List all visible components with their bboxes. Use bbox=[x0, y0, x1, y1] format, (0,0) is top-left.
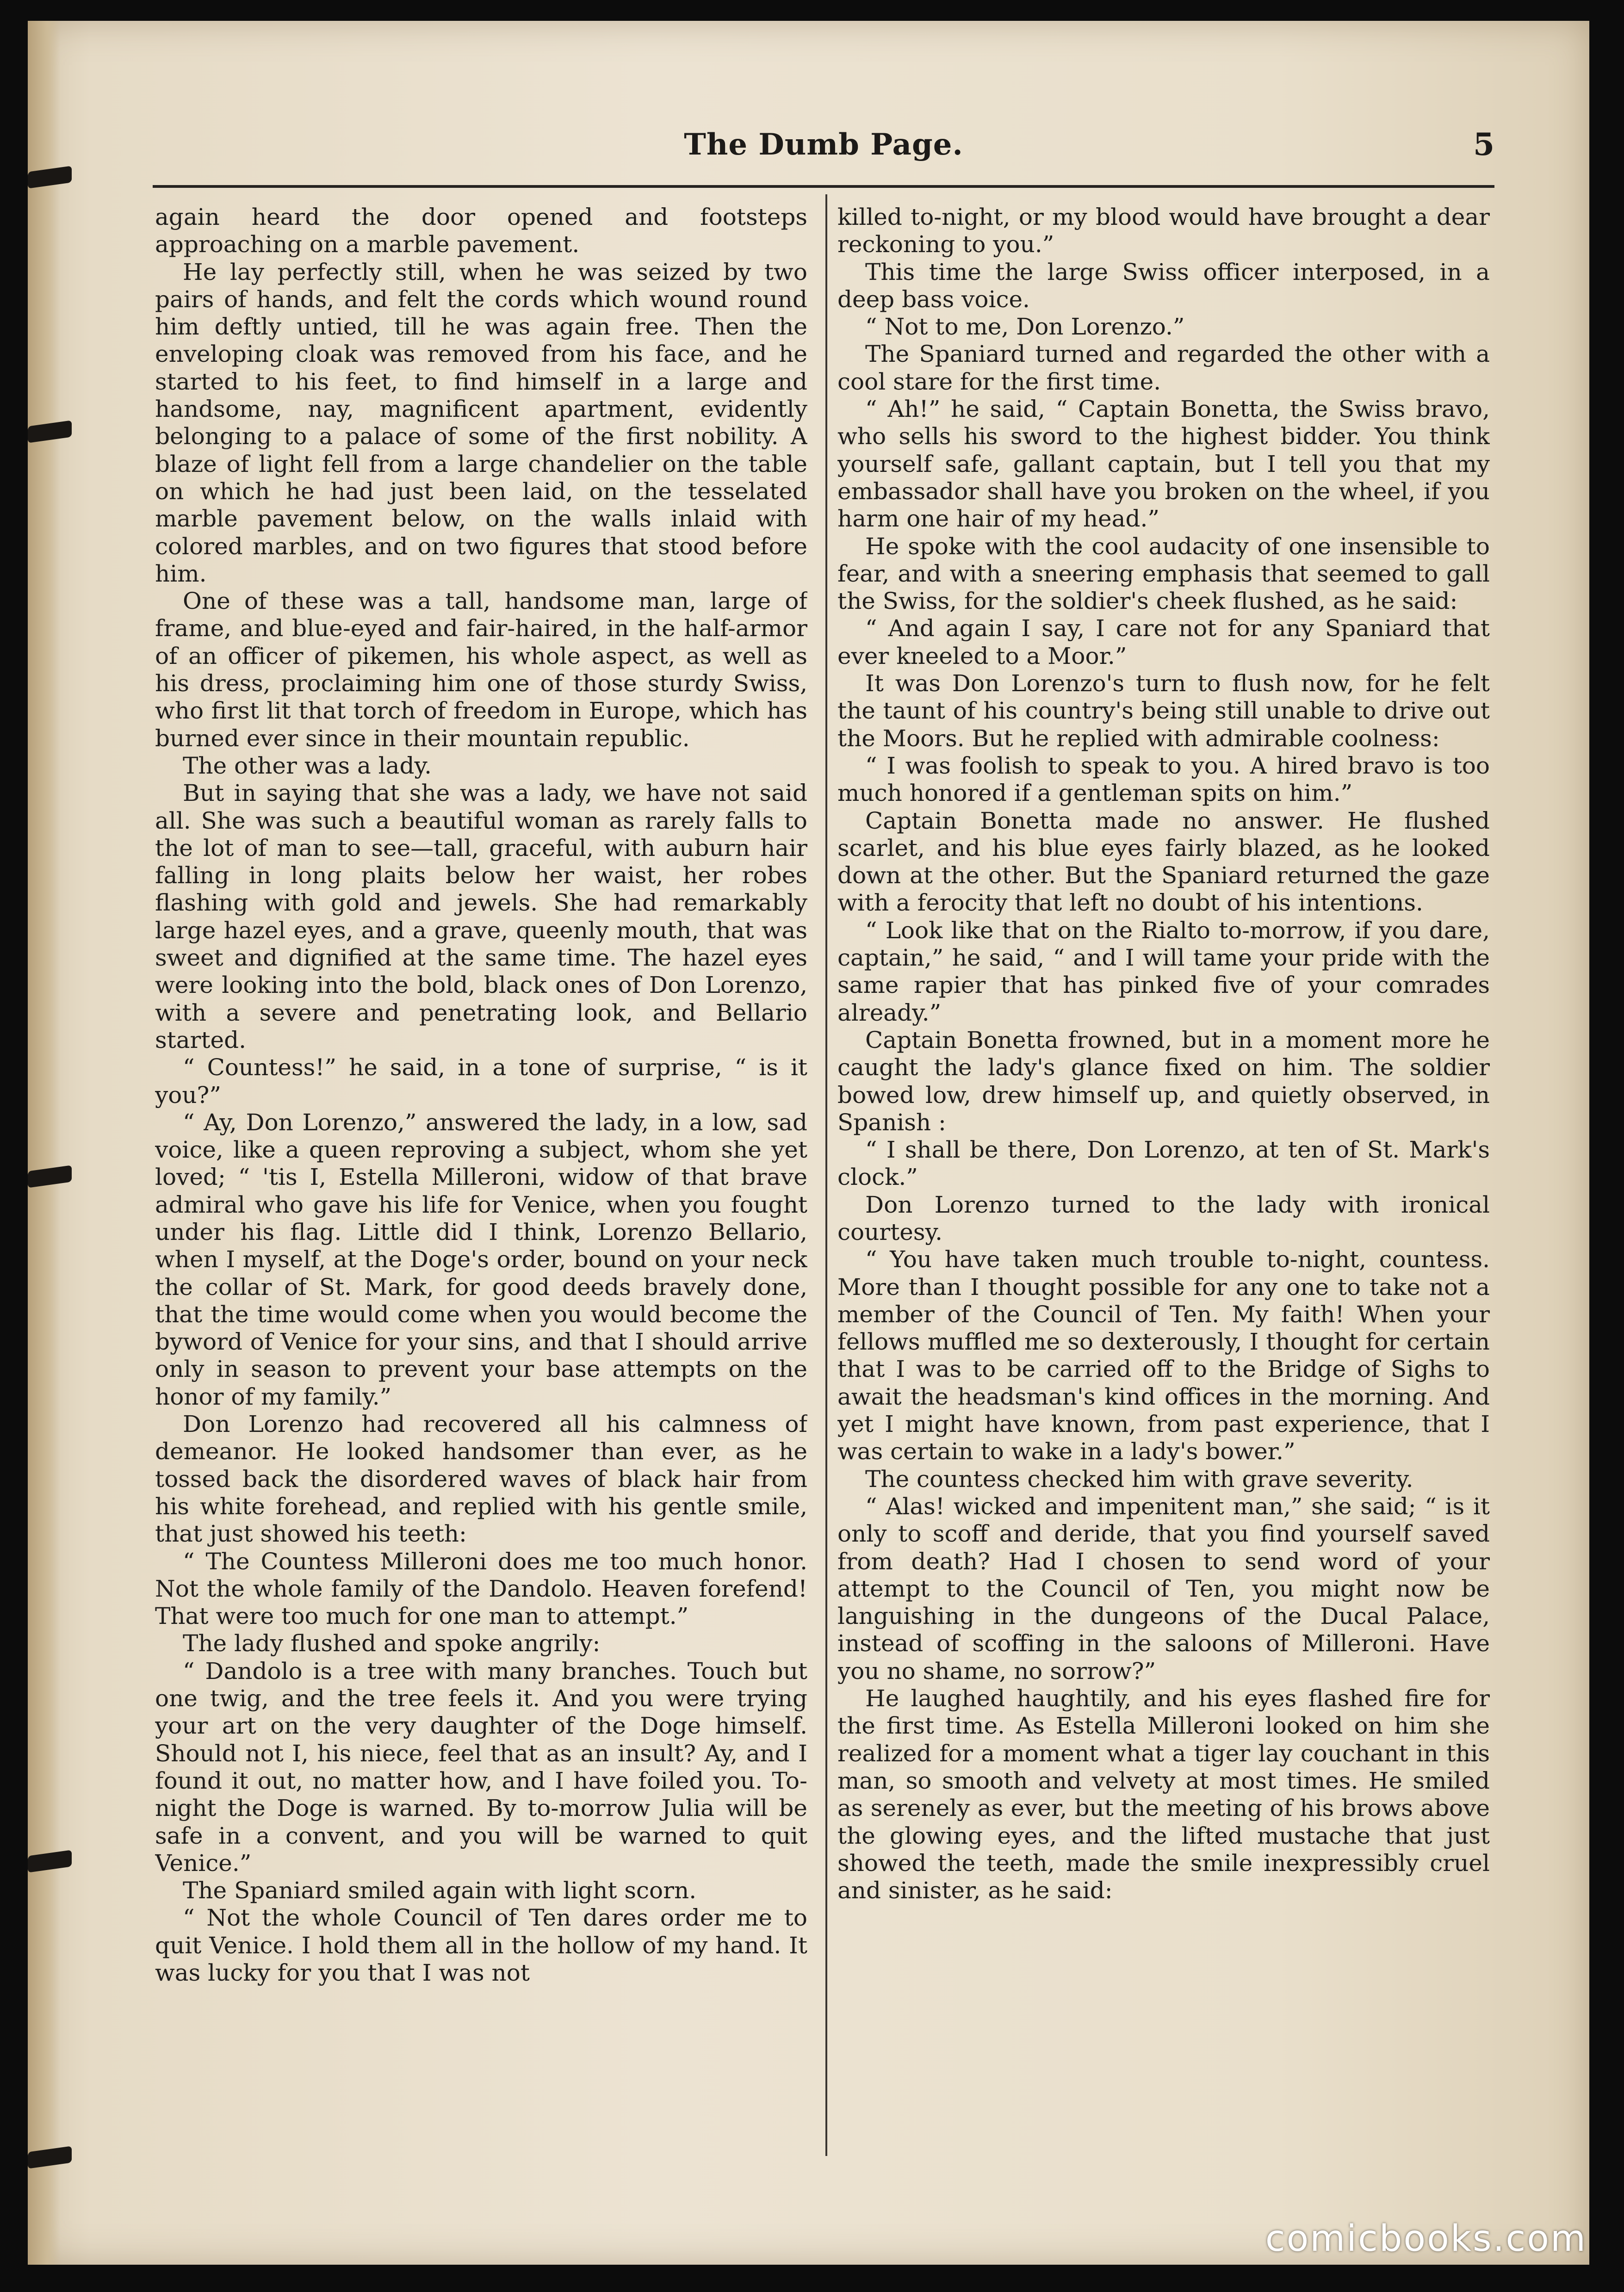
paragraph: The lady flushed and spoke angrily: bbox=[183, 1630, 601, 1657]
paragraph: Don Lorenzo had recovered all his calmness of demeanor. He looked handsomer than ever, as he tossed back the disordered waves of black hair from his white forehead, and replied with his gentle smile, that just showed his teeth: bbox=[155, 1411, 807, 1548]
paragraph: The Spaniard smiled again with light scorn. bbox=[183, 1877, 697, 1904]
paragraph: He laughed haughtily, and his eyes flashed fire for the first time. As Estella Milleroni looked on him she realized for a moment what a tiger lay couchant in this man, so smooth and velvety at most times. He smiled as serenely as ever, but the meeting of his brows above the glowing eyes, and the lifted mustache that just showed the teeth, made the smile inexpressibly cruel and sinister, as he said: bbox=[837, 1685, 1490, 1904]
column-divider bbox=[825, 194, 827, 2156]
paragraph: “ Not the whole Council of Ten dares order me to quit Venice. I hold them all in the hollow of my hand. It was lucky for you that I was not bbox=[155, 1904, 807, 1986]
paragraph: But in saying that she was a lady, we have not said all. She was such a beautiful woman as rarely falls to the lot of man to see—tall, graceful, with auburn hair falling in long plaits below her waist, her robes flashing with gold and jewels. She had remarkably large hazel eyes, and a grave, queenly mouth, that was sweet and dignified at the same time. The hazel eyes were looking into the bold, black ones of Don Lorenzo, with a severe and penetrating look, and Bellario started. bbox=[155, 780, 807, 1053]
paragraph: “ I shall be there, Don Lorenzo, at ten of St. Mark's clock.” bbox=[837, 1136, 1490, 1191]
text-column-left bbox=[155, 204, 807, 2174]
paragraph: killed to-night, or my blood would have brought a dear reckoning to you.” bbox=[837, 204, 1490, 258]
paragraph: “ Ay, Don Lorenzo,” answered the lady, in a low, sad voice, like a queen reproving a subject, whom she yet loved; “ 'tis I, Estella Milleroni, widow of that brave admiral who gave his life for Venice, when you fought under his flag. Little did I think, Lorenzo Bellario, when I myself, at the Doge's order, bound on your neck the collar of St. Mark, for good deeds bravely done, that the time would come when you would become the byword of Venice for your sins, and that I should arrive only in season to prevent your base attempts on the honor of my family.” bbox=[155, 1109, 807, 1410]
paragraph: “ And again I say, I care not for any Spaniard that ever kneeled to a Moor.” bbox=[837, 615, 1490, 669]
paragraph: The other was a lady. bbox=[183, 752, 432, 779]
paragraph: He lay perfectly still, when he was seized by two pairs of hands, and felt the cords which wound round him deftly untied, till he was again free. Then the enveloping cloak was removed from his face, and he started to his feet, to find himself in a large and handsome, nay, magnificent apartment, evidently belonging to a palace of some of the first nobility. A blaze of light fell from a large chandelier on the table on which he had just been laid, on the tesselated marble pavement below, on the walls inlaid with colored marbles, and on two figures that stood before him. bbox=[155, 258, 807, 587]
paragraph: Captain Bonetta made no answer. He flushed scarlet, and his blue eyes fairly blazed, as he looked down at the other. But the Spaniard returned the gaze with a ferocity that left no doubt of his intentions. bbox=[837, 807, 1490, 917]
binding-spine bbox=[28, 21, 60, 2265]
site-watermark: comicbooks.com bbox=[1265, 2218, 1587, 2260]
text-column-right bbox=[837, 204, 1490, 2174]
paragraph: “ Ah!” he said, “ Captain Bonetta, the Swiss bravo, who sells his sword to the highest bidder. You think yourself safe, gallant captain, but I tell you that my embassador shall have you broken on the wheel, if you harm one hair of my head.” bbox=[837, 396, 1490, 533]
paragraph: Captain Bonetta frowned, but in a moment more he caught the lady's glance fixed on him. The soldier bowed low, drew himself up, and quietly observed, in Spanish : bbox=[837, 1026, 1490, 1136]
paragraph: “ I was foolish to speak to you. A hired bravo is too much honored if a gentleman spits on him.” bbox=[837, 752, 1490, 807]
paragraph: “ Look like that on the Rialto to-morrow, if you dare, captain,” he said, “ and I will tame your pride with the same rapier that has pinked five of your comrades already.” bbox=[837, 917, 1490, 1026]
paragraph: again heard the door opened and footsteps approaching on a marble pavement. bbox=[155, 204, 807, 258]
paragraph: “ Not to me, Don Lorenzo.” bbox=[865, 313, 1185, 341]
paragraph: It was Don Lorenzo's turn to flush now, for he felt the taunt of his country's being still unable to drive out the Moors. But he replied with admirable coolness: bbox=[837, 670, 1490, 752]
paragraph: This time the large Swiss officer interposed, in a deep bass voice. bbox=[837, 258, 1490, 313]
paragraph: “ Countess!” he said, in a tone of surprise, “ is it you?” bbox=[155, 1054, 807, 1109]
header-rule bbox=[153, 185, 1494, 188]
paragraph: “ Alas! wicked and impenitent man,” she said; “ is it only to scoff and deride, that you find yourself saved from death? Had I chosen to send word of your attempt to the Council of Ten, you might now be languishing in the dungeons of the Ducal Palace, instead of scoffing in the saloons of Milleroni. Have you no shame, no sorrow?” bbox=[837, 1493, 1490, 1685]
paragraph: “ You have taken much trouble to-night, countess. More than I thought possible for any one to take not a member of the Council of Ten. My faith! When your fellows muffled me so dexterously, I thought for certain that I was to be carried off to the Bridge of Sighs to await the headsman's kind offices in the morning. And yet I might have known, from past experience, that I was certain to wake in a lady's bower.” bbox=[837, 1246, 1490, 1465]
page-number: 5 bbox=[1473, 126, 1494, 162]
paragraph: The countess checked him with grave severity. bbox=[865, 1465, 1413, 1493]
paragraph: “ The Countess Milleroni does me too much honor. Not the whole family of the Dandolo. Heaven forefend! That were too much for one man to attempt.” bbox=[155, 1548, 807, 1630]
paragraph: “ Dandolo is a tree with many branches. Touch but one twig, and the tree feels it. And you were trying your art on the very daughter of the Doge himself. Should not I, his niece, feel that as an insult? Ay, and I found it out, no matter how, and I have foiled you. To-night the Doge is warned. By to-morrow Julia will be safe in a convent, and you will be warned to quit Venice.” bbox=[155, 1657, 807, 1877]
page-header bbox=[153, 127, 1494, 178]
paragraph: The Spaniard turned and regarded the other with a cool stare for the first time. bbox=[837, 341, 1490, 395]
paragraph: He spoke with the cool audacity of one insensible to fear, and with a sneering emphasis that seemed to gall the Swiss, for the soldier's cheek flushed, as he said: bbox=[837, 533, 1490, 615]
paragraph: One of these was a tall, handsome man, large of frame, and blue-eyed and fair-haired, in the half-armor of an officer of pikemen, his whole aspect, as well as his dress, proclaiming him one of those sturdy Swiss, who first lit that torch of freedom in Europe, which has burned ever since in their mountain republic. bbox=[155, 588, 807, 752]
running-title: The Dumb Page. bbox=[684, 127, 963, 162]
paragraph: Don Lorenzo turned to the lady with ironical courtesy. bbox=[837, 1191, 1490, 1245]
